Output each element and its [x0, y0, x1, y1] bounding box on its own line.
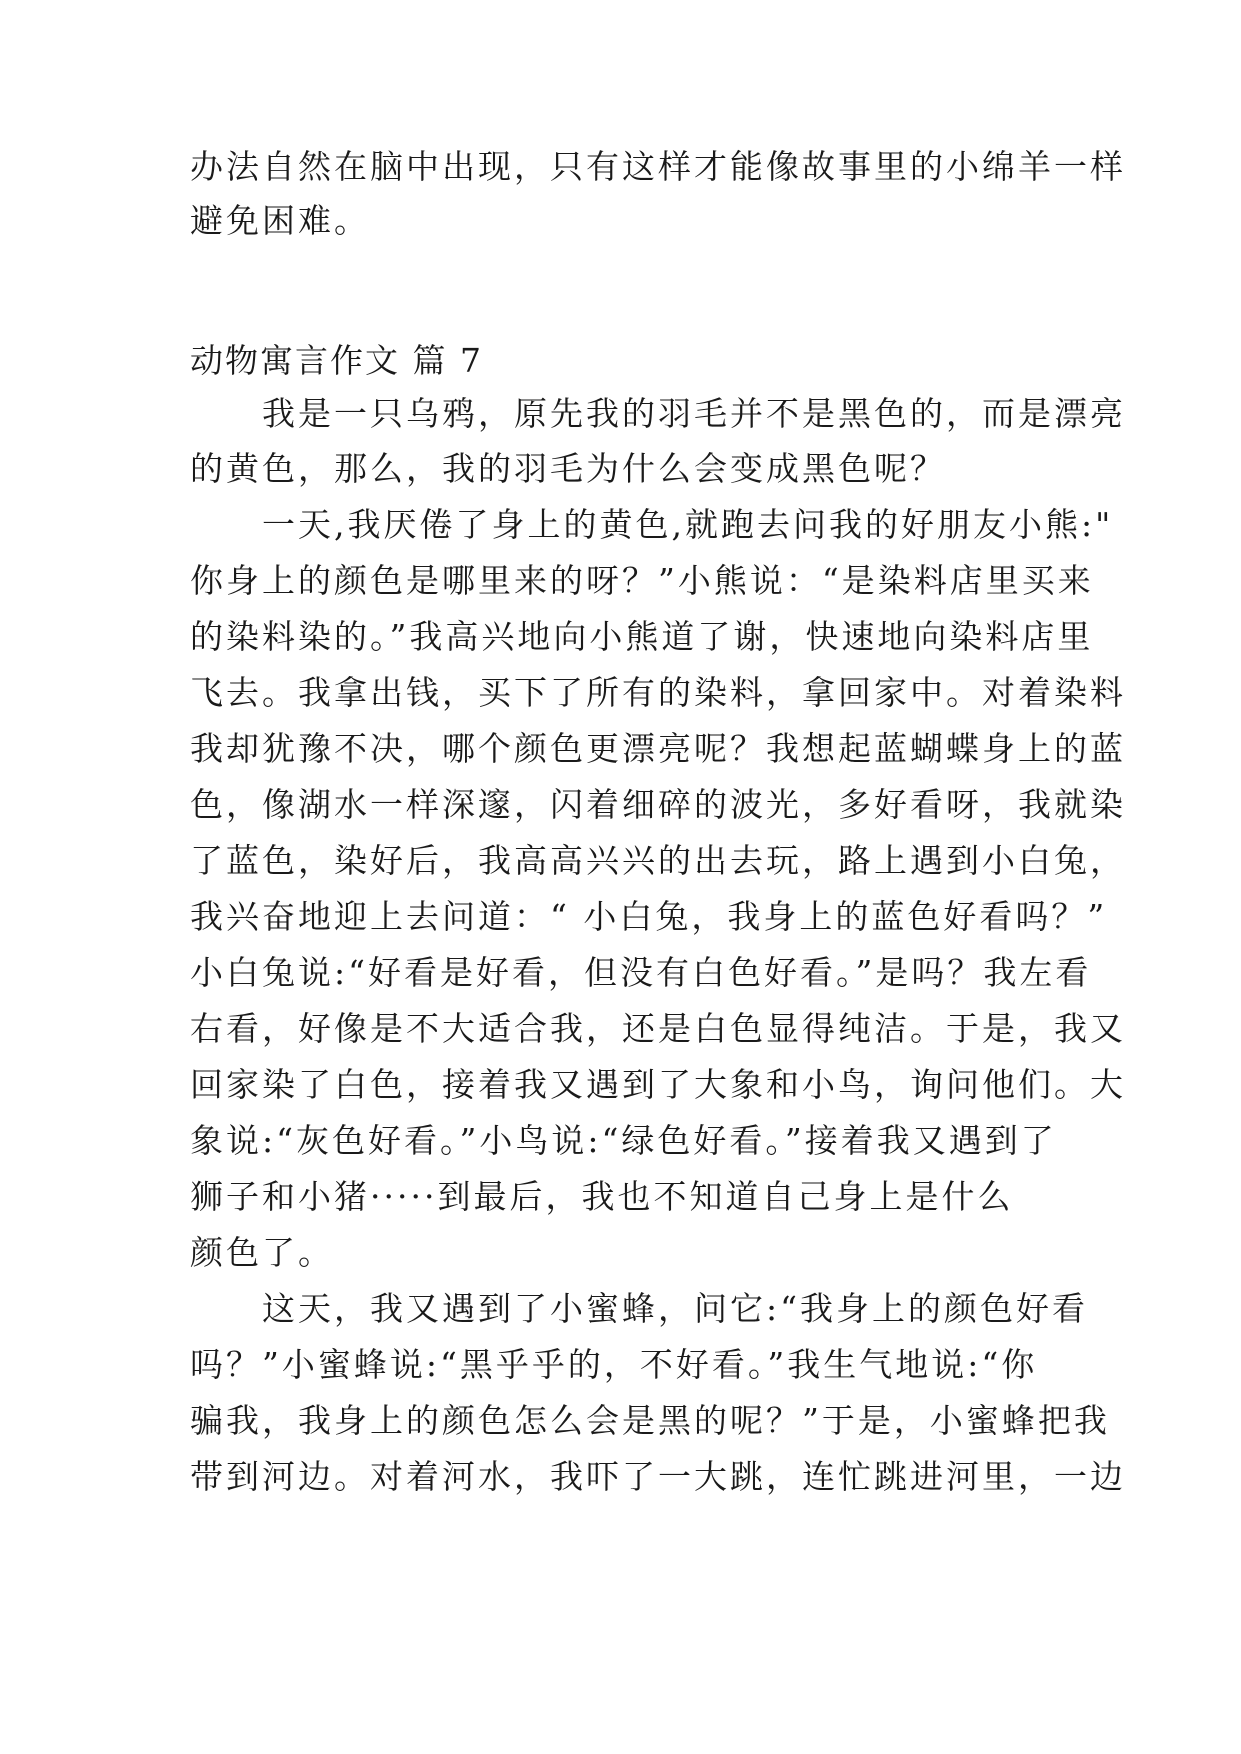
text-line: 骗我，我身上的颜色怎么会是黑的呢？”于是，小蜜蜂把我 — [190, 1401, 1110, 1440]
text-line: 小白兔说:“好看是好看，但没有白色好看。”是吗？我左看 — [190, 953, 1092, 992]
text-line: 我是一只乌鸦，原先我的羽毛并不是黑色的，而是漂亮 — [190, 394, 1126, 433]
text-line: 我却犹豫不决，哪个颜色更漂亮呢？我想起蓝蝴蝶身上的蓝 — [190, 729, 1126, 768]
text-line: 办法自然在脑中出现，只有这样才能像故事里的小绵羊一样 — [190, 147, 1126, 186]
text-line: 狮子和小猪·····到最后，我也不知道自己身上是什么 — [190, 1177, 1014, 1216]
text-line: 色，像湖水一样深邃，闪着细碎的波光，多好看呀，我就染 — [190, 785, 1126, 824]
text-line: 避免困难。 — [190, 201, 370, 240]
text-line: 了蓝色，染好后，我高高兴兴的出去玩，路上遇到小白兔， — [190, 841, 1126, 880]
text-line: 颜色了。 — [190, 1233, 334, 1272]
text-line: 吗？”小蜜蜂说:“黑乎乎的，不好看。”我生气地说:“你 — [190, 1345, 1038, 1384]
section-heading: 动物寓言作文 篇 7 — [190, 341, 483, 380]
text-line: 象说:“灰色好看。”小鸟说:“绿色好看。”接着我又遇到了 — [190, 1121, 1057, 1160]
text-line: 带到河边。对着河水，我吓了一大跳，连忙跳进河里，一边 — [190, 1457, 1126, 1496]
text-line: 我兴奋地迎上去问道：“ 小白兔，我身上的蓝色好看吗？” — [190, 897, 1108, 936]
text-line: 一天,我厌倦了身上的黄色,就跑去问我的好朋友小熊:" — [190, 505, 1114, 544]
text-line: 回家染了白色，接着我又遇到了大象和小鸟，询问他们。大 — [190, 1065, 1126, 1104]
text-line: 飞去。我拿出钱，买下了所有的染料，拿回家中。对着染料 — [190, 673, 1126, 712]
text-line: 右看，好像是不大适合我，还是白色显得纯洁。于是，我又 — [190, 1009, 1126, 1048]
text-line: 你身上的颜色是哪里来的呀？”小熊说：“是染料店里买来 — [190, 561, 1094, 600]
text-line: 的染料染的。”我高兴地向小熊道了谢，快速地向染料店里 — [190, 617, 1094, 656]
text-line: 的黄色，那么，我的羽毛为什么会变成黑色呢？ — [190, 449, 946, 488]
text-line: 这天，我又遇到了小蜜蜂，问它:“我身上的颜色好看 — [190, 1289, 1088, 1328]
